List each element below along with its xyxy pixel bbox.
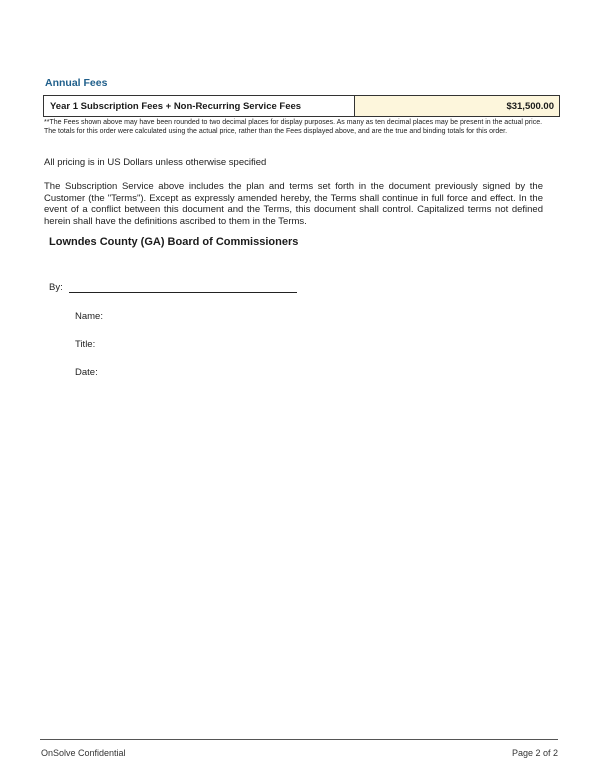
signature-date-label: Date: [75,367,98,378]
signature-title-label: Title: [75,339,96,350]
footer-confidential: OnSolve Confidential [41,748,126,758]
fees-footnote: **The Fees shown above may have been rounded to two decimal places for display purposes. As many as ten decimal places may be present in the actual price. The totals for this order were calculated using the actual price, rather than the Fees displayed above, and are the true and binding totals for this order. [44,119,543,135]
signature-line [69,292,297,293]
footer-page-number: Page 2 of 2 [511,748,558,758]
annual-fees-heading: Annual Fees [45,77,108,89]
fees-value-cell: $31,500.00 [355,96,559,116]
fees-table [43,95,560,117]
signature-by-label: By: [49,282,63,293]
fees-label-cell: Year 1 Subscription Fees + Non-Recurring Service Fees [44,96,355,116]
footer-rule [40,739,558,740]
pricing-note: All pricing is in US Dollars unless otherwise specified [44,157,267,168]
signature-name-label: Name: [75,311,103,322]
terms-paragraph: The Subscription Service above includes the plan and terms set forth in the document previously signed by the Customer (the "Terms"). Except as expressly amended hereby, the Terms shall continue in full force and effect. In the event of a conflict between this document and the Terms, this document shall control. Capitalized terms not defined herein shall have the definitions ascribed to them in the Terms. [44,181,543,227]
customer-name: Lowndes County (GA) Board of Commissioners [49,236,299,248]
